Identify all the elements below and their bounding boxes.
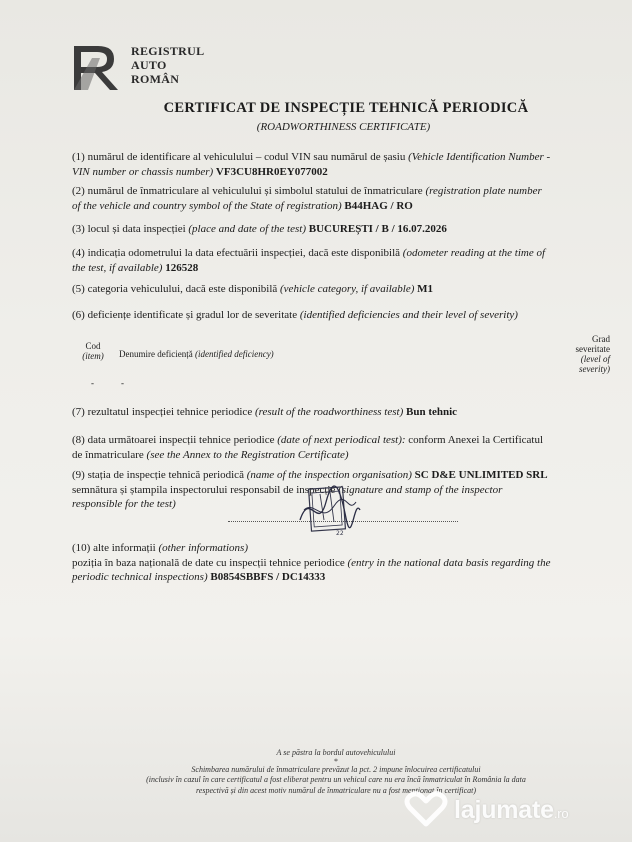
logo-line: ROMÂN: [131, 72, 180, 86]
col-header: severitate: [575, 344, 610, 354]
field-label-en: (signature and stamp of the inspector: [338, 483, 503, 496]
field-label-en: (identified deficiencies and their level of severity): [299, 309, 518, 321]
document-title: CERTIFICAT DE INSPECȚIE TEHNICĂ PERIODICĂ: [163, 100, 529, 116]
odometer-value: 126528: [165, 261, 199, 274]
watermark-brand: lajumate: [454, 796, 554, 824]
col-header: Grad: [592, 334, 610, 344]
field-place-date: [72, 222, 612, 237]
field-category: [72, 282, 612, 297]
field-label-en: (see the Annex to the Registration Certificate): [146, 448, 349, 461]
field-label-en: (result of the roadworthiness test): [254, 406, 404, 418]
field-label: (10) alte informații: [72, 542, 156, 554]
field-label-en: (name of the inspection organisation): [246, 469, 412, 481]
field-label: (5) categoria vehiculului, dacă este disponibilă: [72, 283, 278, 295]
place-date-value: BUCUREȘTI / B / 16.07.2026: [308, 223, 447, 235]
station-value: SC D&E UNLIMITED SRL: [414, 469, 548, 481]
field-label: (3) locul și data inspecției: [72, 223, 186, 235]
field-odometer: [72, 246, 612, 275]
field-label-en: (vehicle category, if available): [280, 283, 415, 295]
field-label-en: (entry in the national data basis regarding the: [347, 556, 551, 569]
field-label: poziția în baza națională de date cu inspecții tehnice periodice: [72, 556, 345, 569]
stamp-number: 22: [336, 530, 344, 537]
field-label: (8) data următoarei inspecții tehnice periodice: [72, 434, 275, 446]
footer-line: A se păstra la bordul autovehiculului: [276, 748, 396, 757]
inspector-stamp-signature-icon: [290, 480, 365, 540]
field-label: semnătura și ștampila inspectorului responsabil de inspecție: [72, 483, 336, 496]
footer-line: respectivă și din acest motiv numărul de înmatriculare nu a fost menționat în certificat): [195, 785, 477, 795]
field-label-en: (registration plate number: [425, 185, 542, 197]
col-header-en: (identified deficiency): [194, 349, 274, 359]
vin-value: VF3CU8HR0EY077002: [215, 165, 328, 178]
field-label-en: (other informations): [158, 542, 248, 554]
deficiency-row-code: -: [91, 378, 94, 388]
deficiency-col-grade: [560, 334, 610, 374]
watermark-text: [454, 796, 568, 825]
logo-line: REGISTRUL: [131, 44, 205, 58]
field-label-en: responsible for the test): [72, 498, 176, 510]
field-label: de înmatriculare: [72, 448, 144, 461]
registrul-auto-roman-logo-icon: [70, 42, 126, 92]
col-header: Denumire deficiență: [119, 349, 193, 359]
field-label: (9) stația de inspecție tehnică periodică: [72, 469, 244, 481]
field-result: [72, 405, 612, 420]
field-next-test: [72, 433, 612, 462]
field-label: (2) numărul de înmatriculare al vehiculului și simbolul statului de înmatriculare: [72, 185, 423, 197]
logo-wordmark: [131, 44, 204, 86]
deficiency-col-name: [119, 349, 274, 359]
field-label-en: of the vehicle and country symbol of the State of registration): [72, 199, 342, 212]
col-header-en: (level of: [580, 354, 610, 364]
field-label: (1) numărul de identificare al vehiculului – codul VIN sau numărul de șasiu: [72, 151, 406, 163]
col-header-en: (item): [82, 351, 104, 361]
result-value: Bun tehnic: [406, 406, 458, 418]
field-label-en: the test, if available): [72, 261, 163, 274]
footer-notes: [0, 748, 632, 796]
field-label-en: (Vehicle Identification Number -: [408, 151, 551, 163]
field-registration: [72, 184, 612, 213]
deficiency-col-code: [82, 341, 104, 361]
footer-line: (inclusiv în cazul în care certificatul a fost eliberat pentru un vehicul care nu era încă înmatriculat în România la data: [146, 775, 526, 784]
footer-line: Schimbarea numărului de înmatriculare prevăzut la pct. 2 impune înlocuirea certificatului: [191, 764, 481, 774]
field-label-en: (odometer reading at the time of: [402, 247, 546, 259]
registration-value: B44HAG / RO: [344, 199, 413, 212]
next-test-value: conform Anexei la Certificatul: [408, 434, 543, 446]
field-label: (6) deficiențe identificate și gradul lor de severitate: [72, 309, 298, 321]
field-vin: [72, 150, 612, 179]
database-entry-value: B0854SBBFS / DC14333: [210, 571, 326, 583]
col-header-en: severity): [579, 364, 610, 374]
field-label-en: VIN number or chassis number): [72, 165, 214, 178]
deficiency-row-name: -: [121, 378, 124, 388]
footer-marker: *: [334, 756, 338, 766]
field-label-en: (place and date of the test): [188, 223, 306, 235]
field-label: (4) indicația odometrului la data efectuării inspecției, dacă este disponibilă: [72, 247, 401, 259]
field-deficiencies: [72, 308, 612, 323]
field-label-en: periodic technical inspections): [72, 571, 208, 583]
field-label-en: (date of next periodical test):: [277, 434, 406, 446]
watermark-tld: .ro: [553, 806, 569, 821]
field-other-info: [72, 541, 612, 585]
logo-line: AUTO: [131, 58, 167, 72]
col-header: Cod: [85, 341, 101, 351]
document-subtitle: (ROADWORTHINESS CERTIFICATE): [256, 121, 431, 133]
category-value: M1: [417, 283, 434, 295]
field-label: (7) rezultatul inspecției tehnice periodice: [72, 406, 253, 418]
